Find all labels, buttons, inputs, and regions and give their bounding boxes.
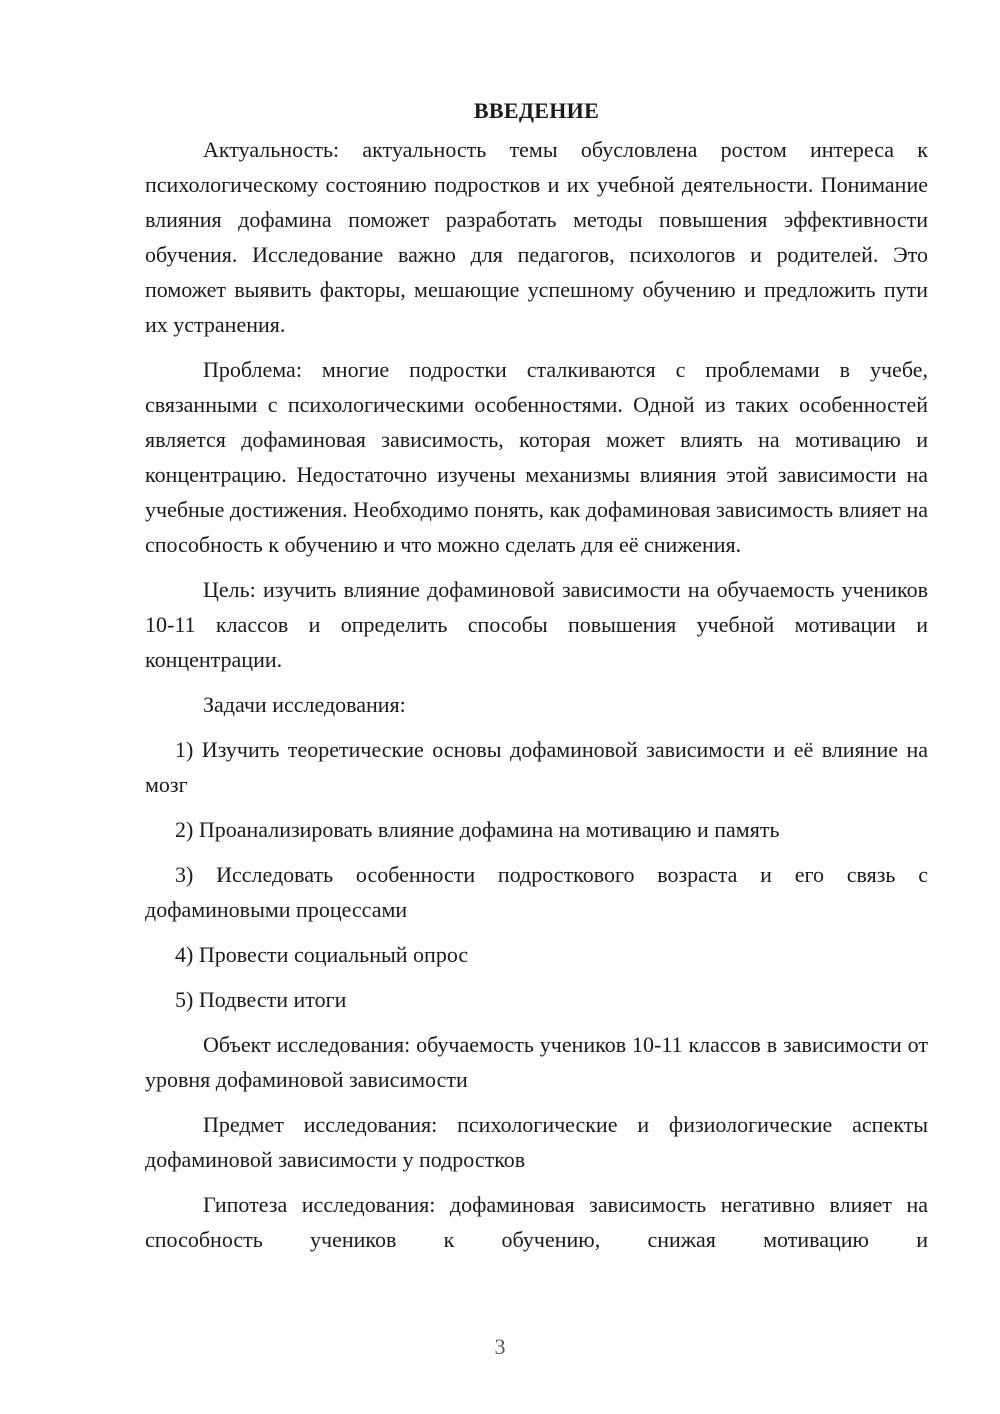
page-number: 3: [494, 1334, 506, 1359]
tasks-list: [145, 732, 928, 1017]
list-item: 1) Изучить теоретические основы дофаминовой зависимости и её влияние на мозг: [145, 737, 928, 797]
list-item: 2) Проанализировать влияние дофамина на мотивацию и память: [175, 817, 780, 842]
object-paragraph: Объект исследования: обучаемость учеников 10-11 классов в зависимости от уровня дофаминовой зависимости: [145, 1032, 928, 1092]
subject-paragraph: Предмет исследования: психологические и физиологические аспекты дофаминовой зависимости у подростков: [145, 1112, 928, 1172]
tasks-heading: Задачи исследования:: [203, 692, 406, 717]
list-item: 4) Провести социальный опрос: [175, 942, 469, 967]
relevance-paragraph: Актуальность: актуальность темы обусловлена ростом интереса к психологическому состоянию подростков и их учебной деятельности. Понимание влияния дофамина поможет разработать методы повышения эффективности обучения. Исследование важно для педагогов, психологов и родителей. Это поможет выявить факторы, мешающие успешному обучению и предложить пути их устранения.: [145, 137, 928, 337]
problem-paragraph: Проблема: многие подростки сталкиваются с проблемами в учебе, связанными с психологическими особенностями. Одной из таких особенностей является дофаминовая зависимость, которая может влиять на мотивацию и концентрацию. Недостаточно изучены механизмы влияния этой зависимости на учебные достижения. Необходимо понять, как дофаминовая зависимость влияет на способность к обучению и что можно сделать для её снижения.: [145, 357, 928, 557]
hypothesis-paragraph: Гипотеза исследования: дофаминовая зависимость негативно влияет на способность учеников к обучению, снижая мотивацию и: [145, 1192, 928, 1252]
list-item: 3) Исследовать особенности подросткового возраста и его связь с дофаминовыми процессами: [145, 862, 928, 922]
section-title: ВВЕДЕНИЕ: [473, 98, 600, 123]
document-page: [145, 96, 928, 1267]
goal-paragraph: Цель: изучить влияние дофаминовой зависимости на обучаемость учеников 10-11 классов и определить способы повышения учебной мотивации и концентрации.: [145, 577, 928, 672]
list-item: 5) Подвести итоги: [175, 987, 347, 1012]
